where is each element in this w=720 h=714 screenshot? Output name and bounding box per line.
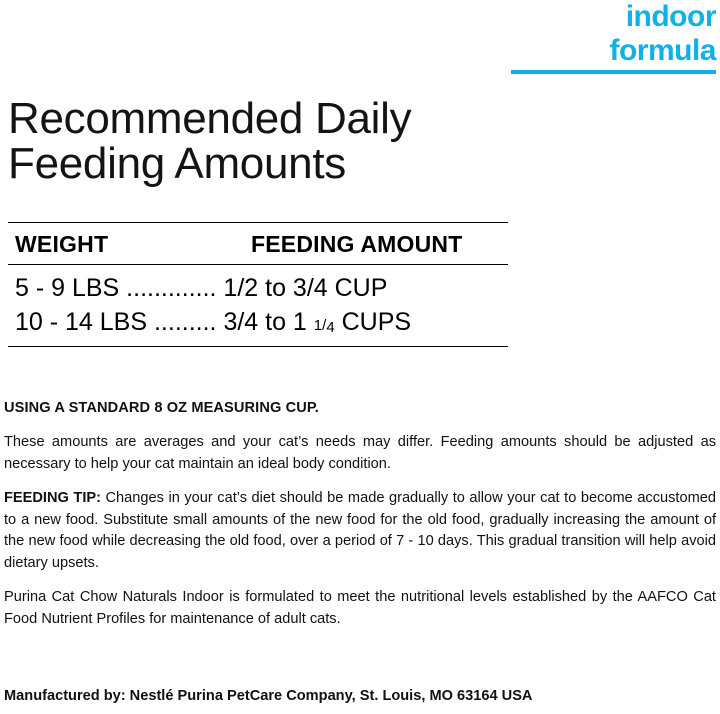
brand-indoor-formula [609, 0, 716, 66]
table-header-row [8, 223, 508, 264]
column-header-weight: WEIGHT [15, 231, 109, 257]
row-weight-value: 5 - 9 LBS [15, 274, 120, 302]
brand-line-indoor: indoor [625, 0, 716, 33]
feeding-tip-label: FEEDING TIP: [4, 490, 101, 507]
brand-line-formula: formula [609, 34, 716, 67]
feeding-amounts-table [8, 222, 508, 347]
manufacturer-line: Manufactured by: Nestlé Purina PetCare Company, St. Louis, MO 63164 USA [4, 688, 533, 704]
page-title [8, 94, 648, 188]
column-header-feeding-amount: FEEDING AMOUNT [251, 231, 463, 257]
page-title-line-2: Feeding Amounts [8, 138, 346, 188]
fraction-numerator: 1 [313, 317, 323, 334]
averages-note: These amounts are averages and your cat’s needs may differ. Feeding amounts should be adjusted as necessary to help your cat maintain an ideal body condition. [4, 434, 716, 472]
row-amount-value: 1/2 to 3/4 CUP [223, 274, 388, 302]
measuring-cup-note: USING A STANDARD 8 OZ MEASURING CUP. [4, 400, 319, 416]
row-amount-unit: CUPS [334, 308, 412, 336]
row-dot-leader: ............. [119, 274, 224, 302]
brand-underline-rule [511, 70, 716, 74]
table-row [8, 303, 508, 346]
table-row [8, 265, 508, 303]
row-amount-value: 3/4 to 1 [223, 308, 314, 336]
aafco-statement: Purina Cat Chow Naturals Indoor is formulated to meet the nutritional levels established by the AAFCO Cat Food Nutrient Profiles for maintenance of adult cats. [4, 589, 716, 627]
feeding-tip-text: Changes in your cat’s diet should be made gradually to allow your cat to become accustomed to a new food. Substitute small amounts of the new food for the old food, gradually increasing the amount of the new food while decreasing the old food, over a period of 7 - 10 days. This gradual transition will help avoid dietary upsets. [4, 490, 716, 571]
fraction-denominator: 4 [326, 319, 335, 336]
feeding-notes [4, 398, 716, 643]
row-dot-leader: ......... [147, 308, 224, 336]
page-title-line-1: Recommended Daily [8, 94, 412, 143]
row-amount-fraction: 1/4 [313, 317, 335, 336]
table-bottom-rule [8, 346, 508, 347]
feeding-tip-paragraph [4, 488, 716, 574]
row-weight-value: 10 - 14 LBS [15, 308, 148, 336]
